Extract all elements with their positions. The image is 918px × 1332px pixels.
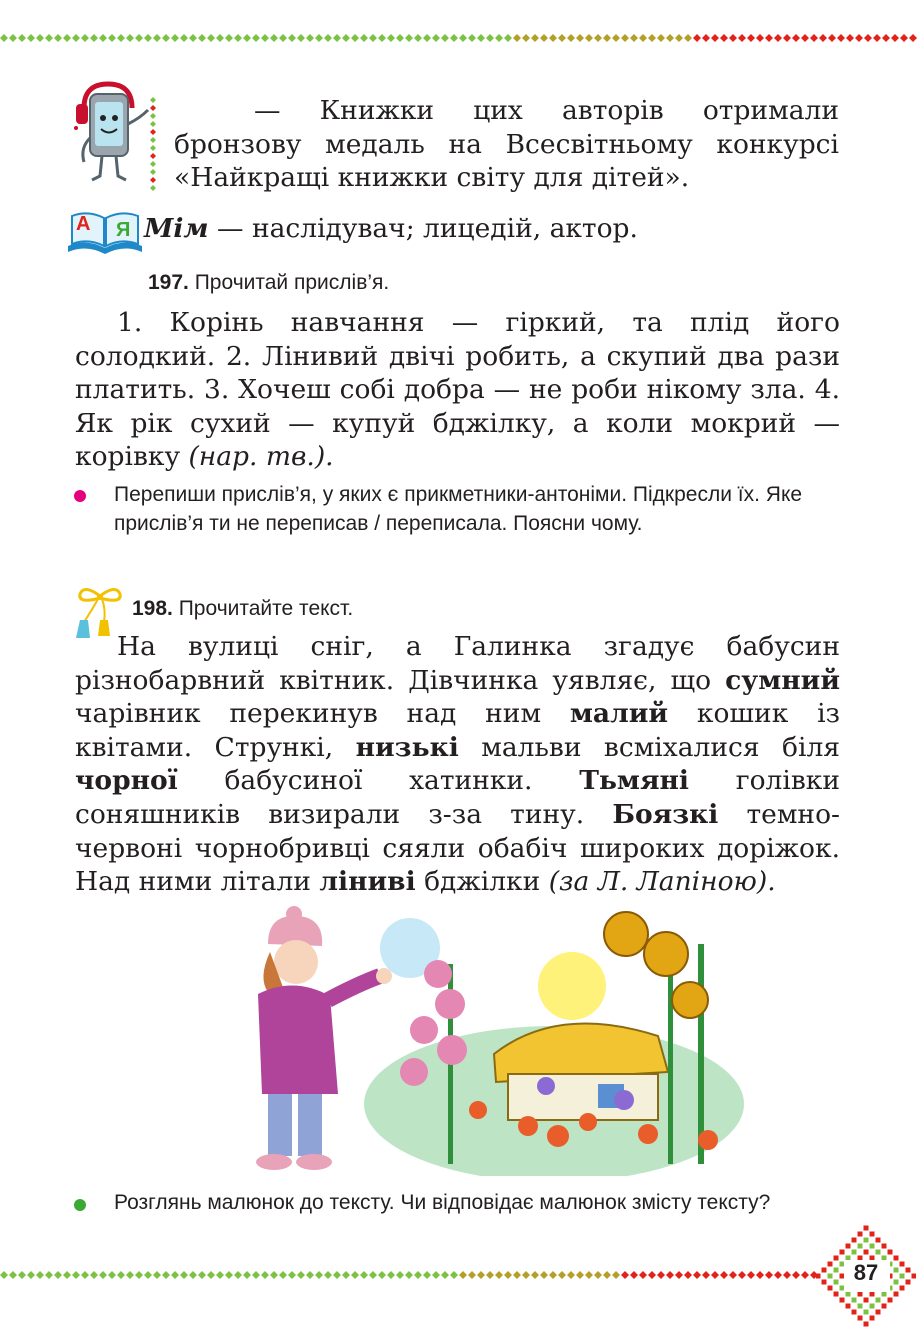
top-ornament-border bbox=[0, 32, 918, 44]
quote-vertical-ornament bbox=[146, 96, 160, 192]
dictionary-term: Мім bbox=[144, 213, 209, 244]
bottom-ornament-border bbox=[0, 1269, 820, 1281]
text-segment: бабусиної хатинки. bbox=[177, 765, 580, 797]
highlighted-adjective: Боязкі bbox=[612, 798, 719, 830]
text-segment: чарівник перекинув над ним bbox=[75, 698, 570, 730]
text-segment: бджілки bbox=[415, 866, 549, 898]
task-198-source: (за Л. Лапіною). bbox=[548, 866, 776, 898]
task-198-title: Прочитайте текст. bbox=[172, 597, 354, 620]
task-197-proverbs bbox=[75, 306, 840, 474]
page-number: 87 bbox=[853, 1260, 879, 1285]
highlighted-adjective: малий bbox=[569, 698, 669, 730]
quote-paragraph bbox=[174, 94, 839, 195]
task-198-text bbox=[75, 630, 840, 899]
task-198-heading bbox=[132, 594, 353, 623]
text-segment: голівки соняшників визирали з-за тину. bbox=[75, 765, 841, 830]
highlighted-adjective: ліниві bbox=[319, 866, 416, 898]
dictionary-letter-ya: Я bbox=[116, 219, 131, 241]
text-segment: кошик із квітами. Стрункі, bbox=[75, 698, 840, 763]
task-197-title: Прочитай прислів’я. bbox=[188, 271, 390, 294]
garden-illustration bbox=[228, 904, 746, 1176]
highlighted-adjective: Тьмяні bbox=[579, 765, 689, 797]
task-197-assignment: Перепиши прислів’я, у яких є прикметники-антоніми. Підкресли їх. Яке прислів’я ти не переписав / переписала. Поясни чому. bbox=[114, 483, 803, 535]
task-198-assignment: Розглянь малюнок до тексту. Чи відповідає малюнок змісту тексту? bbox=[114, 1191, 771, 1214]
task-197-heading bbox=[148, 268, 389, 297]
task-198-number: 198. bbox=[132, 597, 173, 620]
highlighted-adjective: низькі bbox=[355, 731, 459, 763]
phone-mascot-icon bbox=[70, 78, 156, 186]
dictionary-letter-a: А bbox=[76, 213, 91, 235]
task-197-text: 1. Корінь навчання — гіркий, та плід його солодкий. 2. Лінивий двічі робить, а скупий два рази платить. 3. Хочеш собі добра — не роби нікому зла. 4. Як рік сухий — купуй бджілку, а коли мокрий — корівку bbox=[75, 307, 840, 473]
highlighted-adjective: чорної bbox=[75, 765, 178, 797]
highlighted-adjective: сумний bbox=[725, 664, 840, 696]
dictionary-definition: — наслідувач; лицедій, актор. bbox=[208, 213, 638, 244]
text-segment: На вулиці сніг, а Галинка згадує бабусин різнобарвний квітник. Дівчинка уявляє, що bbox=[75, 631, 840, 696]
text-segment: мальви всміхалися біля bbox=[458, 731, 841, 763]
quote-text: — Книжки цих авторів отримали бронзову медаль на Всесвітньому конкурсі «Найкращі книжки світу для дітей». bbox=[174, 95, 839, 194]
task-197-bullet-icon bbox=[74, 490, 86, 502]
dictionary-icon bbox=[64, 206, 146, 256]
task-197-number: 197. bbox=[148, 271, 189, 294]
task-197-source: (нар. тв.). bbox=[188, 441, 334, 473]
task-198-bullet-icon bbox=[74, 1199, 86, 1211]
text-segment: темно-червоні чорнобривці сяяли обабіч широких доріжок. Над ними літали bbox=[75, 798, 841, 898]
dictionary-entry bbox=[144, 212, 844, 246]
